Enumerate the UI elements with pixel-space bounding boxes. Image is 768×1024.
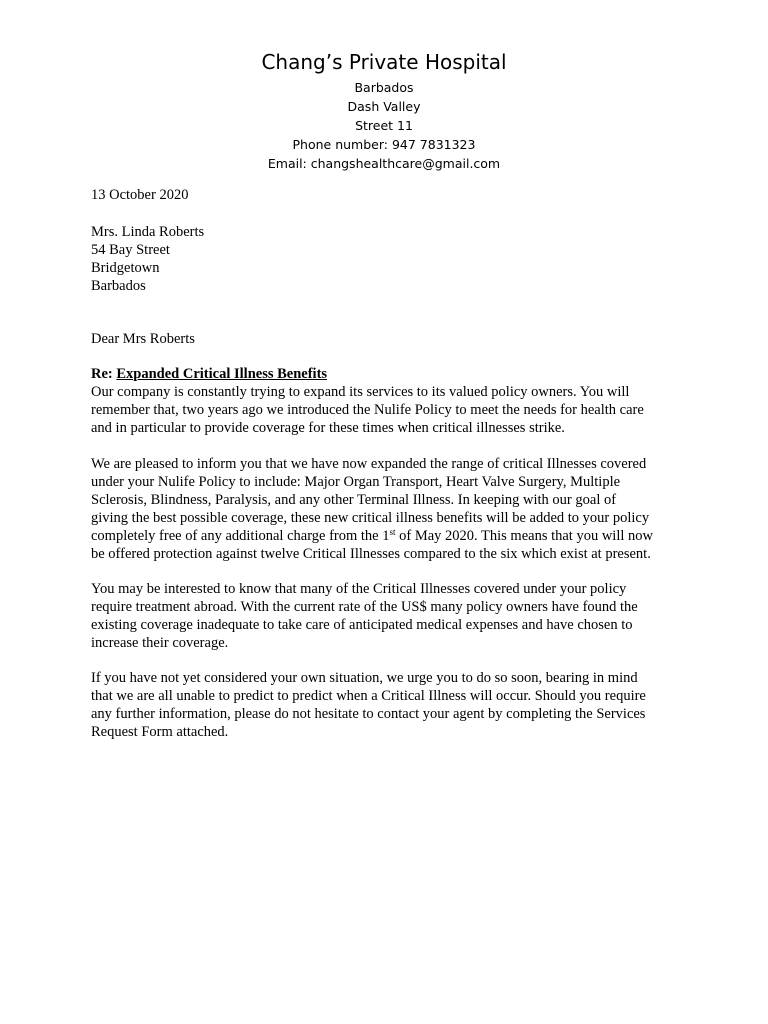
letterhead-country: Barbados [354,80,414,95]
letterhead-phone: Phone number: 947 7831323 [292,137,476,152]
paragraph-line: Request Form attached. [91,724,229,740]
line-text-before: completely free of any additional charge from the 1 [91,528,390,544]
paragraph-line: require treatment abroad. With the current rate of the US$ many policy owners have found the [91,599,638,615]
letterhead [0,48,768,173]
paragraph-line: that we are all unable to predict to predict when a Critical Illness will occur. Should you require [91,688,646,704]
subject-text: Expanded Critical Illness Benefits [116,366,328,382]
recipient-country: Barbados [91,278,146,294]
paragraph-line: under your Nulife Policy to include: Major Organ Transport, Heart Valve Surgery, Multiple [91,474,621,490]
paragraph-line: If you have not yet considered your own situation, we urge you to do so soon, bearing in mind [91,670,638,686]
paragraph-treatment-abroad [91,580,691,652]
subject-line [91,365,691,383]
paragraph-closing [91,669,691,741]
paragraph-line: increase their coverage. [91,635,229,651]
letterhead-email: Email: changshealthcare@gmail.com [267,156,501,171]
paragraph-line: giving the best possible coverage, these new critical illness benefits will be added to your policy [91,510,650,526]
paragraph-line: remember that, two years ago we introduced the Nulife Policy to meet the needs for health care [91,402,644,418]
letterhead-street: Street 11 [355,118,413,133]
hospital-name: Chang’s Private Hospital [261,50,507,74]
line-text-after: of May 2020. This means that you will now [395,528,653,544]
paragraph-line: and in particular to provide coverage for these times when critical illnesses strike. [91,420,565,436]
recipient-address [91,223,691,295]
recipient-city: Bridgetown [91,260,160,276]
recipient-street: 54 Bay Street [91,242,170,258]
paragraph-intro [91,383,691,437]
letter-date: 13 October 2020 [91,187,189,203]
paragraph-line: We are pleased to inform you that we have now expanded the range of critical Illnesses covered [91,456,647,472]
paragraph-line: Our company is constantly trying to expand its services to its valued policy owners. You will [91,384,630,400]
subject-label: Re: [91,366,113,382]
ordinal-suffix: st [389,527,396,537]
paragraph-line [91,527,691,545]
paragraph-expanded-coverage [91,455,691,563]
paragraph-line: Sclerosis, Blindness, Paralysis, and any other Terminal Illness. In keeping with our goal of [91,492,617,508]
salutation: Dear Mrs Roberts [91,331,195,347]
paragraph-line: any further information, please do not hesitate to contact your agent by completing the Services [91,706,646,722]
paragraph-line: be offered protection against twelve Critical Illnesses compared to the six which exist at present. [91,546,651,562]
paragraph-line: You may be interested to know that many of the Critical Illnesses covered under your policy [91,581,627,597]
letterhead-area: Dash Valley [347,99,421,114]
paragraph-line: existing coverage inadequate to take care of anticipated medical expenses and have chosen to [91,617,633,633]
recipient-name: Mrs. Linda Roberts [91,224,205,240]
